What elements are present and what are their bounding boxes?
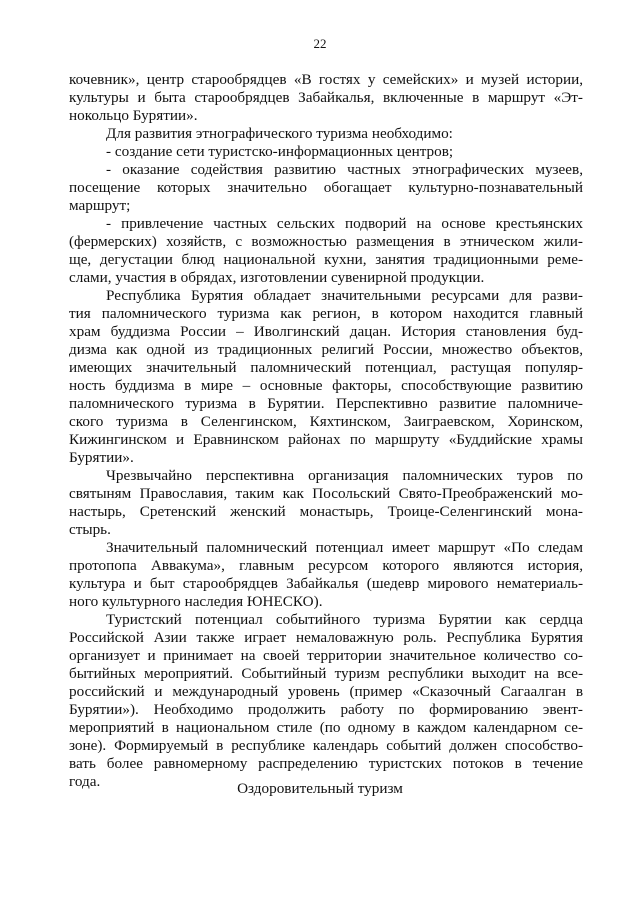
- text-line: ского туризма в Селенгинском, Кяхтинском, Заиграевском, Хоринском,: [69, 413, 583, 430]
- text-line: настырь, Сретенский женский монастырь, Троице-Селенгинский мона-: [69, 503, 583, 520]
- text-line: стырь.: [69, 521, 111, 538]
- text-line: - оказание содействия развитию частных этнографических музеев,: [106, 161, 583, 178]
- list-item: [69, 143, 583, 161]
- text-line: кочевник», центр старообрядцев «В гостях у семейских» и музей истории,: [69, 71, 583, 88]
- text-line: ность буддизма в мире – основные факторы, способствующие развитию: [69, 377, 583, 394]
- text-line: святыням Православия, таким как Посольский Свято-Преображенский мо-: [69, 485, 583, 502]
- text-line: Чрезвычайно перспективна организация паломнических туров по: [106, 467, 583, 484]
- text-line: года.: [69, 773, 101, 790]
- text-line: (фермерских) хозяйств, с возможностью размещения в этническом жили-: [69, 233, 583, 250]
- paragraph-intro-list: [69, 125, 583, 143]
- text-line: Туристский потенциал событийного туризма Бурятии как сердца: [106, 611, 583, 628]
- paragraph: [69, 467, 583, 539]
- text-line: бытийных мероприятий. Событийный туризм республики выходит на все-: [69, 665, 583, 682]
- text-line: - создание сети туристско-информационных центров;: [106, 143, 454, 160]
- text-line: протопопа Аввакума», главным ресурсом которого являются история,: [69, 557, 583, 574]
- text-line: мероприятий в национальном стиле (по одному в каждом календарном се-: [69, 719, 583, 736]
- body-text: [69, 71, 583, 791]
- text-line: храм буддизма России – Иволгинский дацан. История становления буд-: [69, 323, 583, 340]
- text-line: культуры и быта старообрядцев Забайкалья, включенные в маршрут «Эт-: [69, 89, 583, 106]
- paragraph: [69, 539, 583, 611]
- text-line: имеющих значительный паломнический потенциал, растущая популяр-: [69, 359, 583, 376]
- text-line: ного культурного наследия ЮНЕСКО).: [69, 593, 323, 610]
- text-line: дизма как одной из традиционных религий России, множество объектов,: [69, 341, 583, 358]
- paragraph-continuation: [69, 71, 583, 125]
- paragraph: [69, 287, 583, 467]
- text-line: Бурятии»). Необходимо продолжить работу по формированию эвент-: [69, 701, 583, 718]
- list-item: [69, 161, 583, 215]
- list-item: [69, 215, 583, 287]
- text-line: нокольцо Бурятии».: [69, 107, 198, 124]
- text-line: тия паломнического туризма как регион, в котором находится главный: [69, 305, 583, 322]
- text-line: - привлечение частных сельских подворий на основе крестьянских: [106, 215, 583, 232]
- text-line: ще, дегустации блюд национальной кухни, занятия традиционными реме-: [69, 251, 583, 268]
- text-line: зоне). Формируемый в республике календарь событий должен способство-: [69, 737, 583, 754]
- section-heading: Оздоровительный туризм: [237, 780, 403, 797]
- text-line: посещение которых значительно обогащает культурно-познавательный: [69, 179, 583, 196]
- text-line: Для развития этнографического туризма необходимо:: [106, 125, 453, 142]
- text-line: организует и принимает на своей территории значительное количество со-: [69, 647, 583, 664]
- text-line: культура и быт старообрядцев Забайкалья (шедевр мирового нематериаль-: [69, 575, 583, 592]
- text-line: Кижингинском и Еравнинском районах по маршруту «Буддийские храмы: [69, 431, 583, 448]
- text-line: слами, участия в обрядах, изготовлении сувенирной продукции.: [69, 269, 485, 286]
- text-line: вать более равномерному распределению туристских потоков в течение: [69, 755, 583, 772]
- paragraph: [69, 611, 583, 791]
- text-line: Значительный паломнический потенциал имеет маршрут «По следам: [106, 539, 583, 556]
- page-number: 22: [313, 36, 327, 51]
- text-line: Республика Бурятия обладает значительными ресурсами для разви-: [106, 287, 583, 304]
- text-line: Бурятии».: [69, 449, 134, 466]
- text-line: паломнического туризма в Бурятии. Перспективно развитие паломниче-: [69, 395, 583, 412]
- text-line: Российской Азии также играет немаловажную роль. Республика Бурятия: [69, 629, 583, 646]
- text-line: маршрут;: [69, 197, 131, 214]
- text-line: российский и международный уровень (пример «Сказочный Сагаалган в: [69, 683, 583, 700]
